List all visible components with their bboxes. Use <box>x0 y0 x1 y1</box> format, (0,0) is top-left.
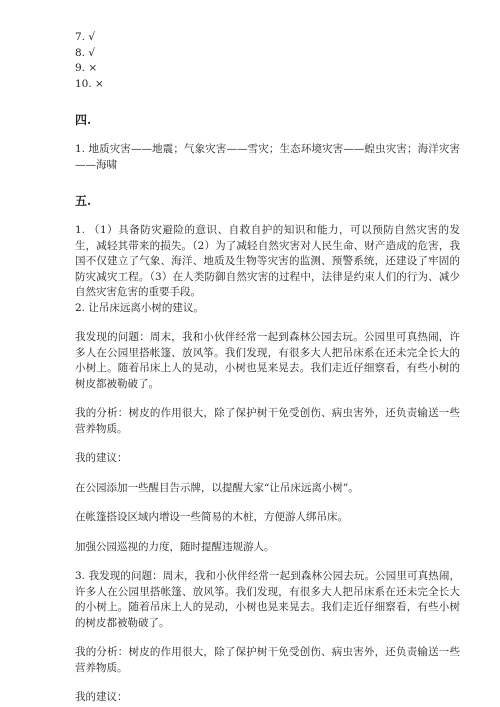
section-4-text: 1. 地质灾害——地震；气象灾害——雪灾；生态环境灾害——蝗虫灾害；海洋灾害——海啸 <box>75 143 460 171</box>
answer-list <box>75 30 460 92</box>
answer-item: 8. √ <box>75 46 96 59</box>
answer-item: 7. √ <box>75 31 96 43</box>
suggestion-2: 在帐篷搭设区域内增设一些简易的木桩，方便游人绑吊床。 <box>75 511 348 523</box>
suggestion-label: 我的建议： <box>75 452 128 464</box>
item-3-problem-paragraph: 3. 我发现的问题：周末，我和小伙伴经常一起到森林公园去玩。公园里可真热闹，许多人在公园里搭帐篷、放风筝。我们发现，有很多大人把吊床系在还未完全长大的小树上。随着吊床上人的晃动，小树也晃来晃去。我们走近仔细察看，有些小树的树皮都被勒破了。 <box>75 570 460 629</box>
item-3-suggestion-label: 我的建议： <box>75 691 128 703</box>
section-heading-4: 四. <box>75 113 92 127</box>
suggestion-1: 在公园添加一些醒目告示牌，以提醒大家“让吊床远离小树”。 <box>75 481 359 494</box>
suggestion-3: 加强公园巡视的力度，随时提醒违规游人。 <box>75 540 275 553</box>
item-3-analysis-paragraph: 我的分析：树皮的作用很大，除了保护树干免受创伤、病虫害外，还负责输送一些营养物质。 <box>75 646 460 674</box>
item-1-text: 1. （1）具备防灾避险的意识、自救自护的知识和能力，可以预防自然灾害的发生，减轻其带来的损失。（2）为了减轻自然灾害对人民生命、财产造成的危害，我国不仅建立了气象、海洋、地质及生物等灾害的监测、预警系统，还建设了牢固的防灾减灾工程。（3）在人类防御自然灾害的过程中，法律是约束人们的行为、减少自然灾害危害的重要手段。 <box>75 224 460 298</box>
answer-item: 9. × <box>75 62 98 74</box>
section-heading-5: 五. <box>75 194 92 208</box>
problem-paragraph: 我发现的问题：周末，我和小伙伴经常一起到森林公园去玩。公园里可真热闹，许多人在公园里搭帐篷、放风筝。我们发现，有很多大人把吊床系在还未完全长大的小树上。随着吊床上人的晃动，小树也晃来晃去。我们走近仔细察看，有些小树的树皮都被勒破了。 <box>75 331 460 390</box>
answer-item: 10. × <box>75 77 104 90</box>
analysis-paragraph: 我的分析：树皮的作用很大，除了保护树干免受创伤、病虫害外，还负责输送一些营养物质。 <box>75 407 460 435</box>
item-2-text: 2. 让吊床远离小树的建议。 <box>75 301 204 314</box>
